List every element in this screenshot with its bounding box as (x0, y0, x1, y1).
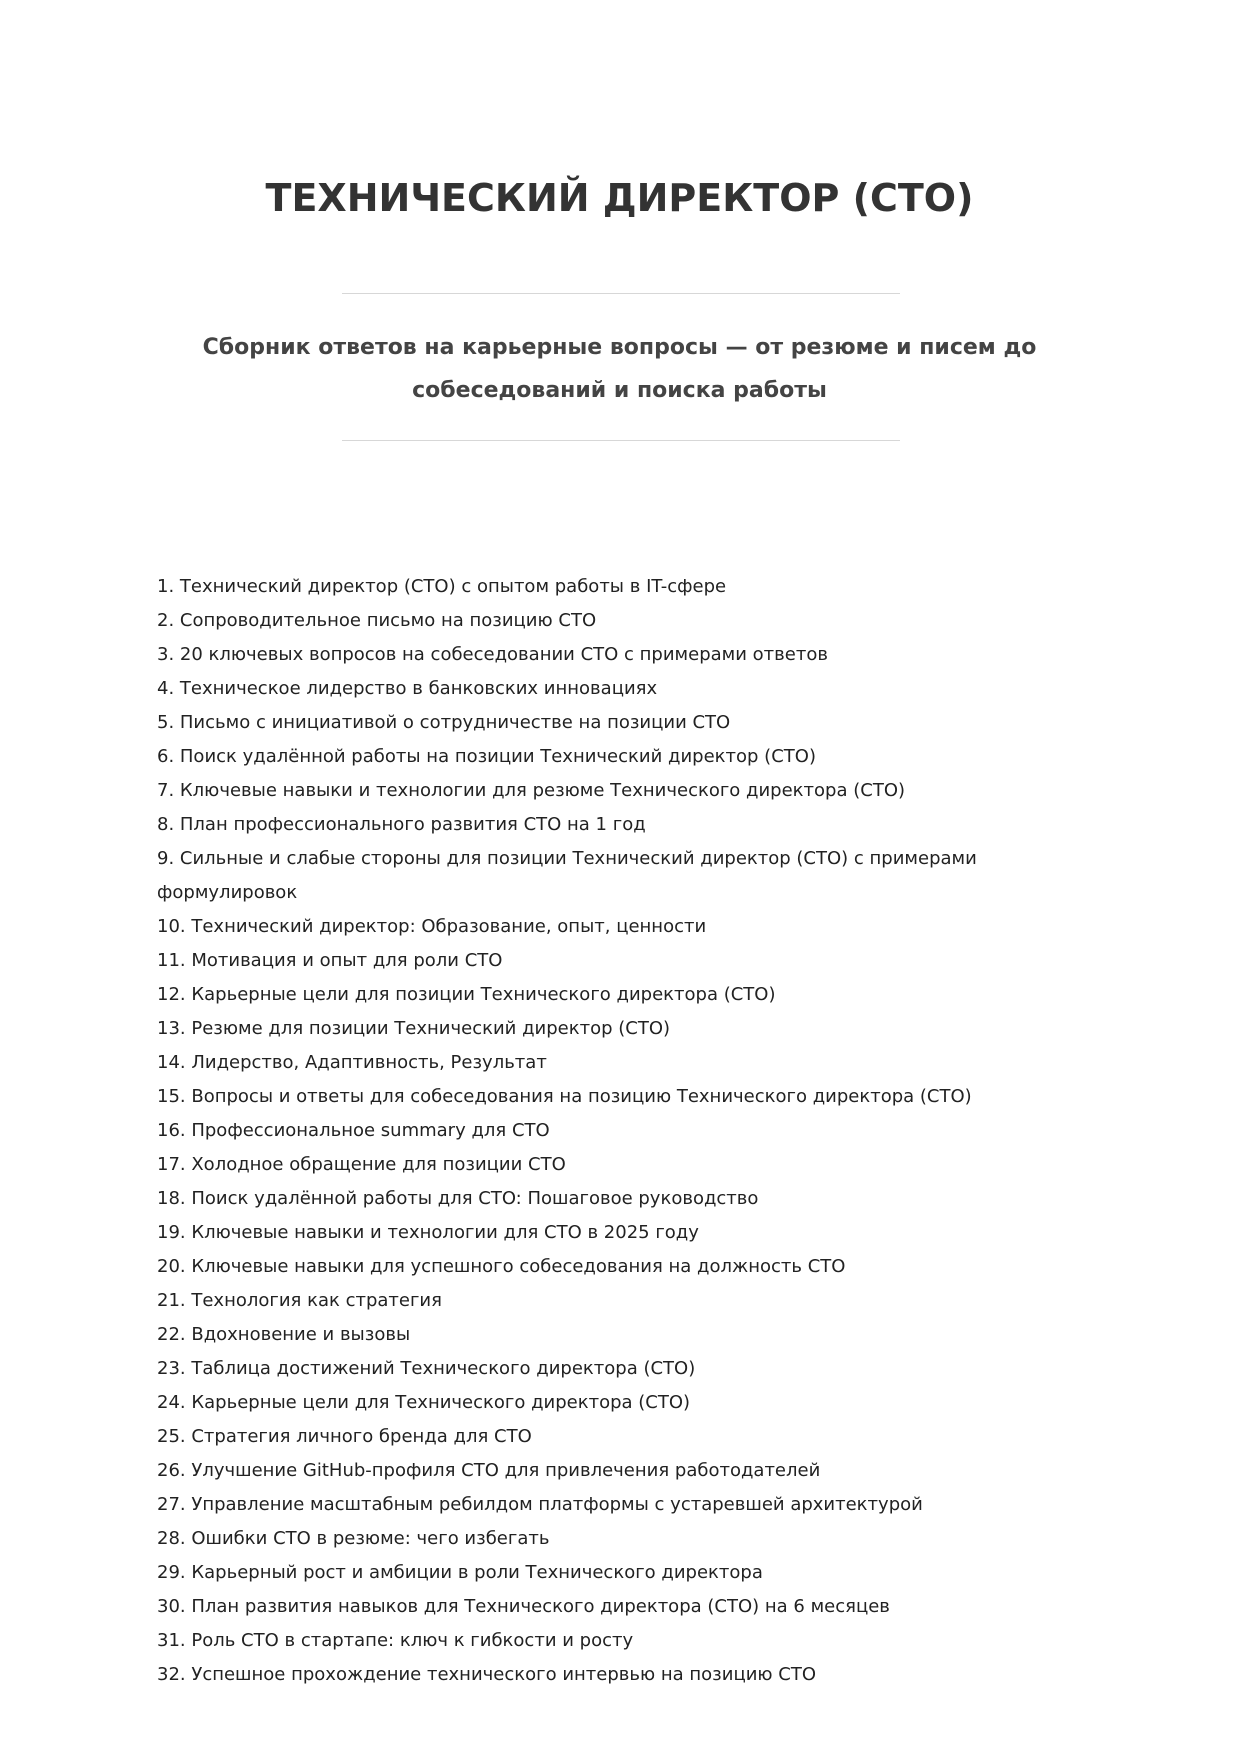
toc-item[interactable]: 11. Мотивация и опыт для роли CTO (157, 950, 503, 971)
toc-item[interactable]: 6. Поиск удалённой работы на позиции Технический директор (CTO) (157, 746, 816, 767)
toc-item[interactable]: 18. Поиск удалённой работы для CTO: Пошаговое руководство (157, 1188, 759, 1209)
toc-item[interactable]: 12. Карьерные цели для позиции Технического директора (CTO) (157, 984, 776, 1005)
toc-item[interactable]: 31. Роль CTO в стартапе: ключ к гибкости и росту (157, 1630, 634, 1651)
toc-item[interactable]: 24. Карьерные цели для Технического директора (CTO) (157, 1392, 691, 1413)
toc-item[interactable]: 5. Письмо с инициативой о сотрудничестве на позиции CTO (157, 712, 731, 733)
toc-item[interactable]: 30. План развития навыков для Технического директора (CTO) на 6 месяцев (157, 1596, 890, 1617)
toc-item[interactable]: 29. Карьерный рост и амбиции в роли Технического директора (157, 1562, 763, 1583)
toc-item[interactable]: 15. Вопросы и ответы для собеседования на позицию Технического директора (CTO) (157, 1086, 972, 1107)
page-title: ТЕХНИЧЕСКИЙ ДИРЕКТОР (CTO) (265, 176, 974, 220)
toc-item[interactable]: 20. Ключевые навыки для успешного собеседования на должность CTO (157, 1256, 846, 1277)
toc-item[interactable]: 2. Сопроводительное письмо на позицию CTO (157, 610, 597, 631)
toc-item[interactable]: 8. План профессионального развития CTO на 1 год (157, 814, 646, 835)
toc-item[interactable]: 19. Ключевые навыки и технологии для CTO в 2025 году (157, 1222, 699, 1243)
toc-item[interactable]: 25. Стратегия личного бренда для CTO (157, 1426, 532, 1447)
toc-item[interactable]: 17. Холодное обращение для позиции CTO (157, 1154, 566, 1175)
toc-item[interactable]: 13. Резюме для позиции Технический директор (CTO) (157, 1018, 671, 1039)
toc-item[interactable]: 7. Ключевые навыки и технологии для резюме Технического директора (CTO) (157, 780, 906, 801)
toc-item[interactable]: 4. Техническое лидерство в банковских инновациях (157, 678, 658, 699)
toc-item[interactable]: 10. Технический директор: Образование, опыт, ценности (157, 916, 707, 937)
divider-top (342, 293, 900, 294)
toc-item[interactable]: 26. Улучшение GitHub-профиля CTO для привлечения работодателей (157, 1460, 821, 1481)
toc-item[interactable]: 27. Управление масштабным ребилдом платформы с устаревшей архитектурой (157, 1494, 923, 1515)
page-subtitle: Сборник ответов на карьерные вопросы — от резюме и писем до собеседований и поиска работы (202, 335, 1037, 403)
toc-item[interactable]: 21. Технология как стратегия (157, 1290, 442, 1311)
table-of-contents (157, 570, 1057, 1692)
toc-item[interactable]: 14. Лидерство, Адаптивность, Результат (157, 1052, 547, 1073)
toc-item[interactable]: 22. Вдохновение и вызовы (157, 1324, 411, 1345)
divider-bottom (342, 440, 900, 441)
toc-item[interactable]: 9. Сильные и слабые стороны для позиции Технический директор (CTO) с примерами формулировок (157, 848, 977, 903)
toc-item[interactable]: 3. 20 ключевых вопросов на собеседовании CTO с примерами ответов (157, 644, 828, 665)
toc-item[interactable]: 16. Профессиональное summary для CTO (157, 1120, 550, 1141)
toc-item[interactable]: 28. Ошибки CTO в резюме: чего избегать (157, 1528, 550, 1549)
toc-item[interactable]: 23. Таблица достижений Технического директора (CTO) (157, 1358, 696, 1379)
toc-item[interactable]: 32. Успешное прохождение технического интервью на позицию CTO (157, 1664, 817, 1685)
toc-item[interactable]: 1. Технический директор (CTO) с опытом работы в IT-сфере (157, 576, 727, 597)
